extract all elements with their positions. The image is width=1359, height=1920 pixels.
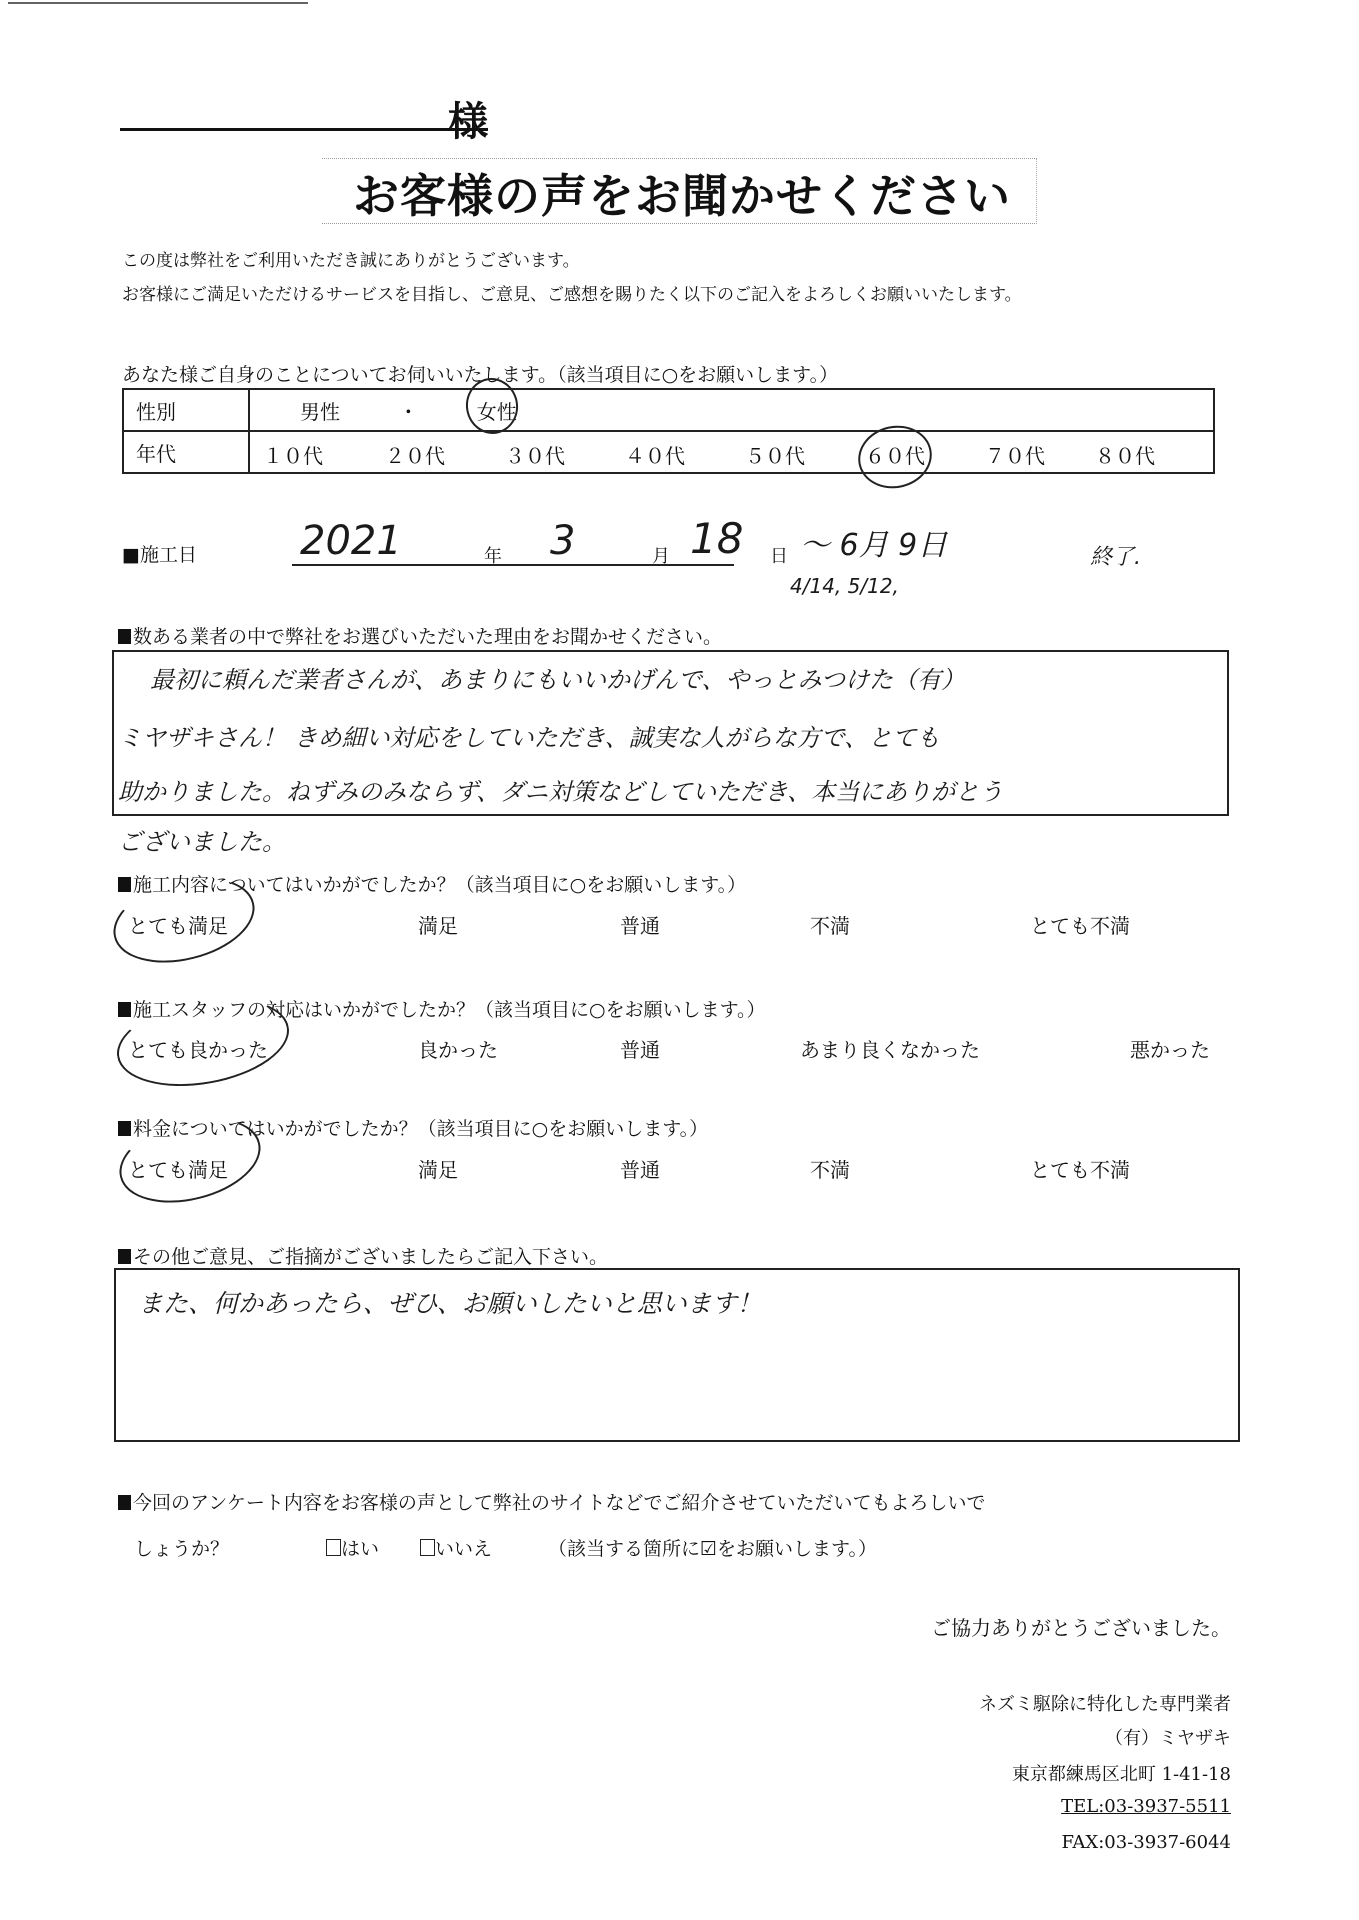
- q-staff-prompt: 施工スタッフの対応はいかがでしたか？（該当項目に○をお願いします。）: [118, 995, 766, 1022]
- q-staff-option-3[interactable]: 普通: [620, 1038, 660, 1062]
- age-label: 年代: [123, 431, 249, 473]
- checkbox-no[interactable]: [420, 1539, 435, 1556]
- age-option-20s[interactable]: ２０代: [385, 444, 445, 468]
- q-work-option-2[interactable]: 満足: [418, 914, 458, 938]
- date-month[interactable]: 3: [550, 518, 576, 564]
- thanks-message: ご協力ありがとうございました。: [931, 1616, 1231, 1640]
- q-staff-option-4[interactable]: あまり良くなかった: [800, 1038, 980, 1062]
- q-work-option-1[interactable]: とても満足: [128, 914, 228, 938]
- section-bullet-icon: [118, 629, 131, 644]
- addressee-line: [120, 128, 488, 131]
- q-work-option-3[interactable]: 普通: [620, 914, 660, 938]
- scan-edge-line: [8, 2, 308, 4]
- q-work-prompt: 施工内容についてはいかがでしたか？（該当項目に○をお願いします。）: [118, 870, 746, 897]
- q-price-prompt: 料金についてはいかがでしたか？（該当項目に○をお願いします。）: [118, 1114, 708, 1141]
- q-price-option-5[interactable]: とても不満: [1030, 1158, 1130, 1182]
- consent-yes[interactable]: はい: [326, 1534, 379, 1561]
- construction-date-label: ■施工日: [122, 544, 197, 566]
- company-fax: FAX:03-3937-6044: [1061, 1832, 1231, 1853]
- profile-table: [122, 388, 1215, 474]
- date-day[interactable]: 18: [690, 514, 744, 563]
- company-name: （有）ミヤザキ: [1105, 1728, 1231, 1749]
- intro-line-1: この度は弊社をご利用いただき誠にありがとうございます。: [122, 251, 580, 271]
- other-answer-text: また、何かあったら、ぜひ、お願いしたいと思います！: [138, 1289, 762, 1318]
- section-bullet-icon: [118, 877, 131, 892]
- section-bullet-icon: [118, 1495, 131, 1510]
- gender-label: 性別: [123, 389, 249, 431]
- section-bullet-icon: [118, 1249, 131, 1264]
- company-address: 東京都練馬区北町 1-41-18: [1011, 1764, 1231, 1785]
- q-work-option-4[interactable]: 不満: [810, 914, 850, 938]
- section-bullet-icon: [118, 1002, 131, 1017]
- consent-instruction: （該当する箇所に☑をお願いします。）: [548, 1538, 878, 1560]
- age-option-80s[interactable]: ８０代: [1095, 444, 1155, 468]
- reason-line-3: 助かりました。ねずみのみならず、ダニ対策などしていただき、本当にありがとう: [118, 778, 1004, 806]
- reason-line-2: ミヤザキさん！ きめ細い対応をしていただき、誠実な人がらな方で、とても: [118, 724, 941, 752]
- q-price-option-1[interactable]: とても満足: [128, 1158, 228, 1182]
- q-work-option-5[interactable]: とても不満: [1030, 914, 1130, 938]
- age-option-30s[interactable]: ３０代: [505, 444, 565, 468]
- gender-option-female[interactable]: 女性: [476, 399, 517, 424]
- page-title: お客様の声をお聞かせください: [353, 169, 1011, 223]
- q-staff-option-5[interactable]: 悪かった: [1130, 1038, 1210, 1062]
- date-end-handwritten: ～ 6月 9日: [800, 528, 948, 563]
- intro-line-2: お客様にご満足いただけるサービスを目指し、ご意見、ご感想を賜りたく以下のご記入をよろしくお願いいたします。: [122, 285, 1022, 305]
- profile-prompt: あなた様ご自身のことについてお伺いいたします。（該当項目に○をお願いします。）: [122, 364, 839, 386]
- q-staff-option-2[interactable]: 良かった: [418, 1038, 498, 1062]
- date-month-unit: 月: [652, 546, 670, 567]
- company-tel[interactable]: TEL:03-3937-5511: [1061, 1796, 1231, 1817]
- reason-prompt: 数ある業者の中で弊社をお選びいただいた理由をお聞かせください。: [118, 622, 722, 649]
- date-end-note: 終了.: [1090, 545, 1141, 570]
- age-row: [123, 431, 1214, 473]
- other-prompt: その他ご意見、ご指摘がございましたらご記入下さい。: [118, 1242, 608, 1269]
- q-price-option-2[interactable]: 満足: [418, 1158, 458, 1182]
- gender-option-male[interactable]: 男性: [300, 399, 340, 424]
- date-year-unit: 年: [484, 546, 502, 567]
- age-option-40s[interactable]: ４０代: [625, 444, 685, 468]
- date-extra-visits: 4/14, 5/12,: [790, 574, 899, 598]
- q-price-option-3[interactable]: 普通: [620, 1158, 660, 1182]
- age-option-70s[interactable]: ７０代: [985, 444, 1045, 468]
- gender-separator: ・: [398, 399, 419, 424]
- consent-prompt-line-2: しょうか？: [134, 1538, 230, 1560]
- age-option-50s[interactable]: ５０代: [745, 444, 805, 468]
- checkbox-yes[interactable]: [326, 1539, 341, 1556]
- consent-no[interactable]: いいえ: [420, 1534, 492, 1561]
- date-day-unit: 日: [770, 546, 788, 567]
- company-tagline: ネズミ駆除に特化した専門業者: [979, 1694, 1231, 1715]
- date-year[interactable]: 2021: [300, 518, 402, 564]
- q-price-option-4[interactable]: 不満: [810, 1158, 850, 1182]
- reason-line-1: 最初に頼んだ業者さんが、あまりにもいいかげんで、やっとみつけた（有）: [150, 666, 966, 694]
- reason-line-4: ございました。: [118, 828, 286, 856]
- consent-prompt-line-1: 今回のアンケート内容をお客様の声として弊社のサイトなどでご紹介させていただいてもよろしいで: [118, 1488, 986, 1515]
- gender-row: [123, 389, 1214, 431]
- q-staff-option-1[interactable]: とても良かった: [128, 1038, 268, 1062]
- addressee-suffix: 様: [448, 98, 488, 145]
- age-option-60s[interactable]: ６０代: [865, 444, 925, 468]
- age-option-10s[interactable]: １０代: [263, 444, 323, 468]
- section-bullet-icon: [118, 1121, 131, 1136]
